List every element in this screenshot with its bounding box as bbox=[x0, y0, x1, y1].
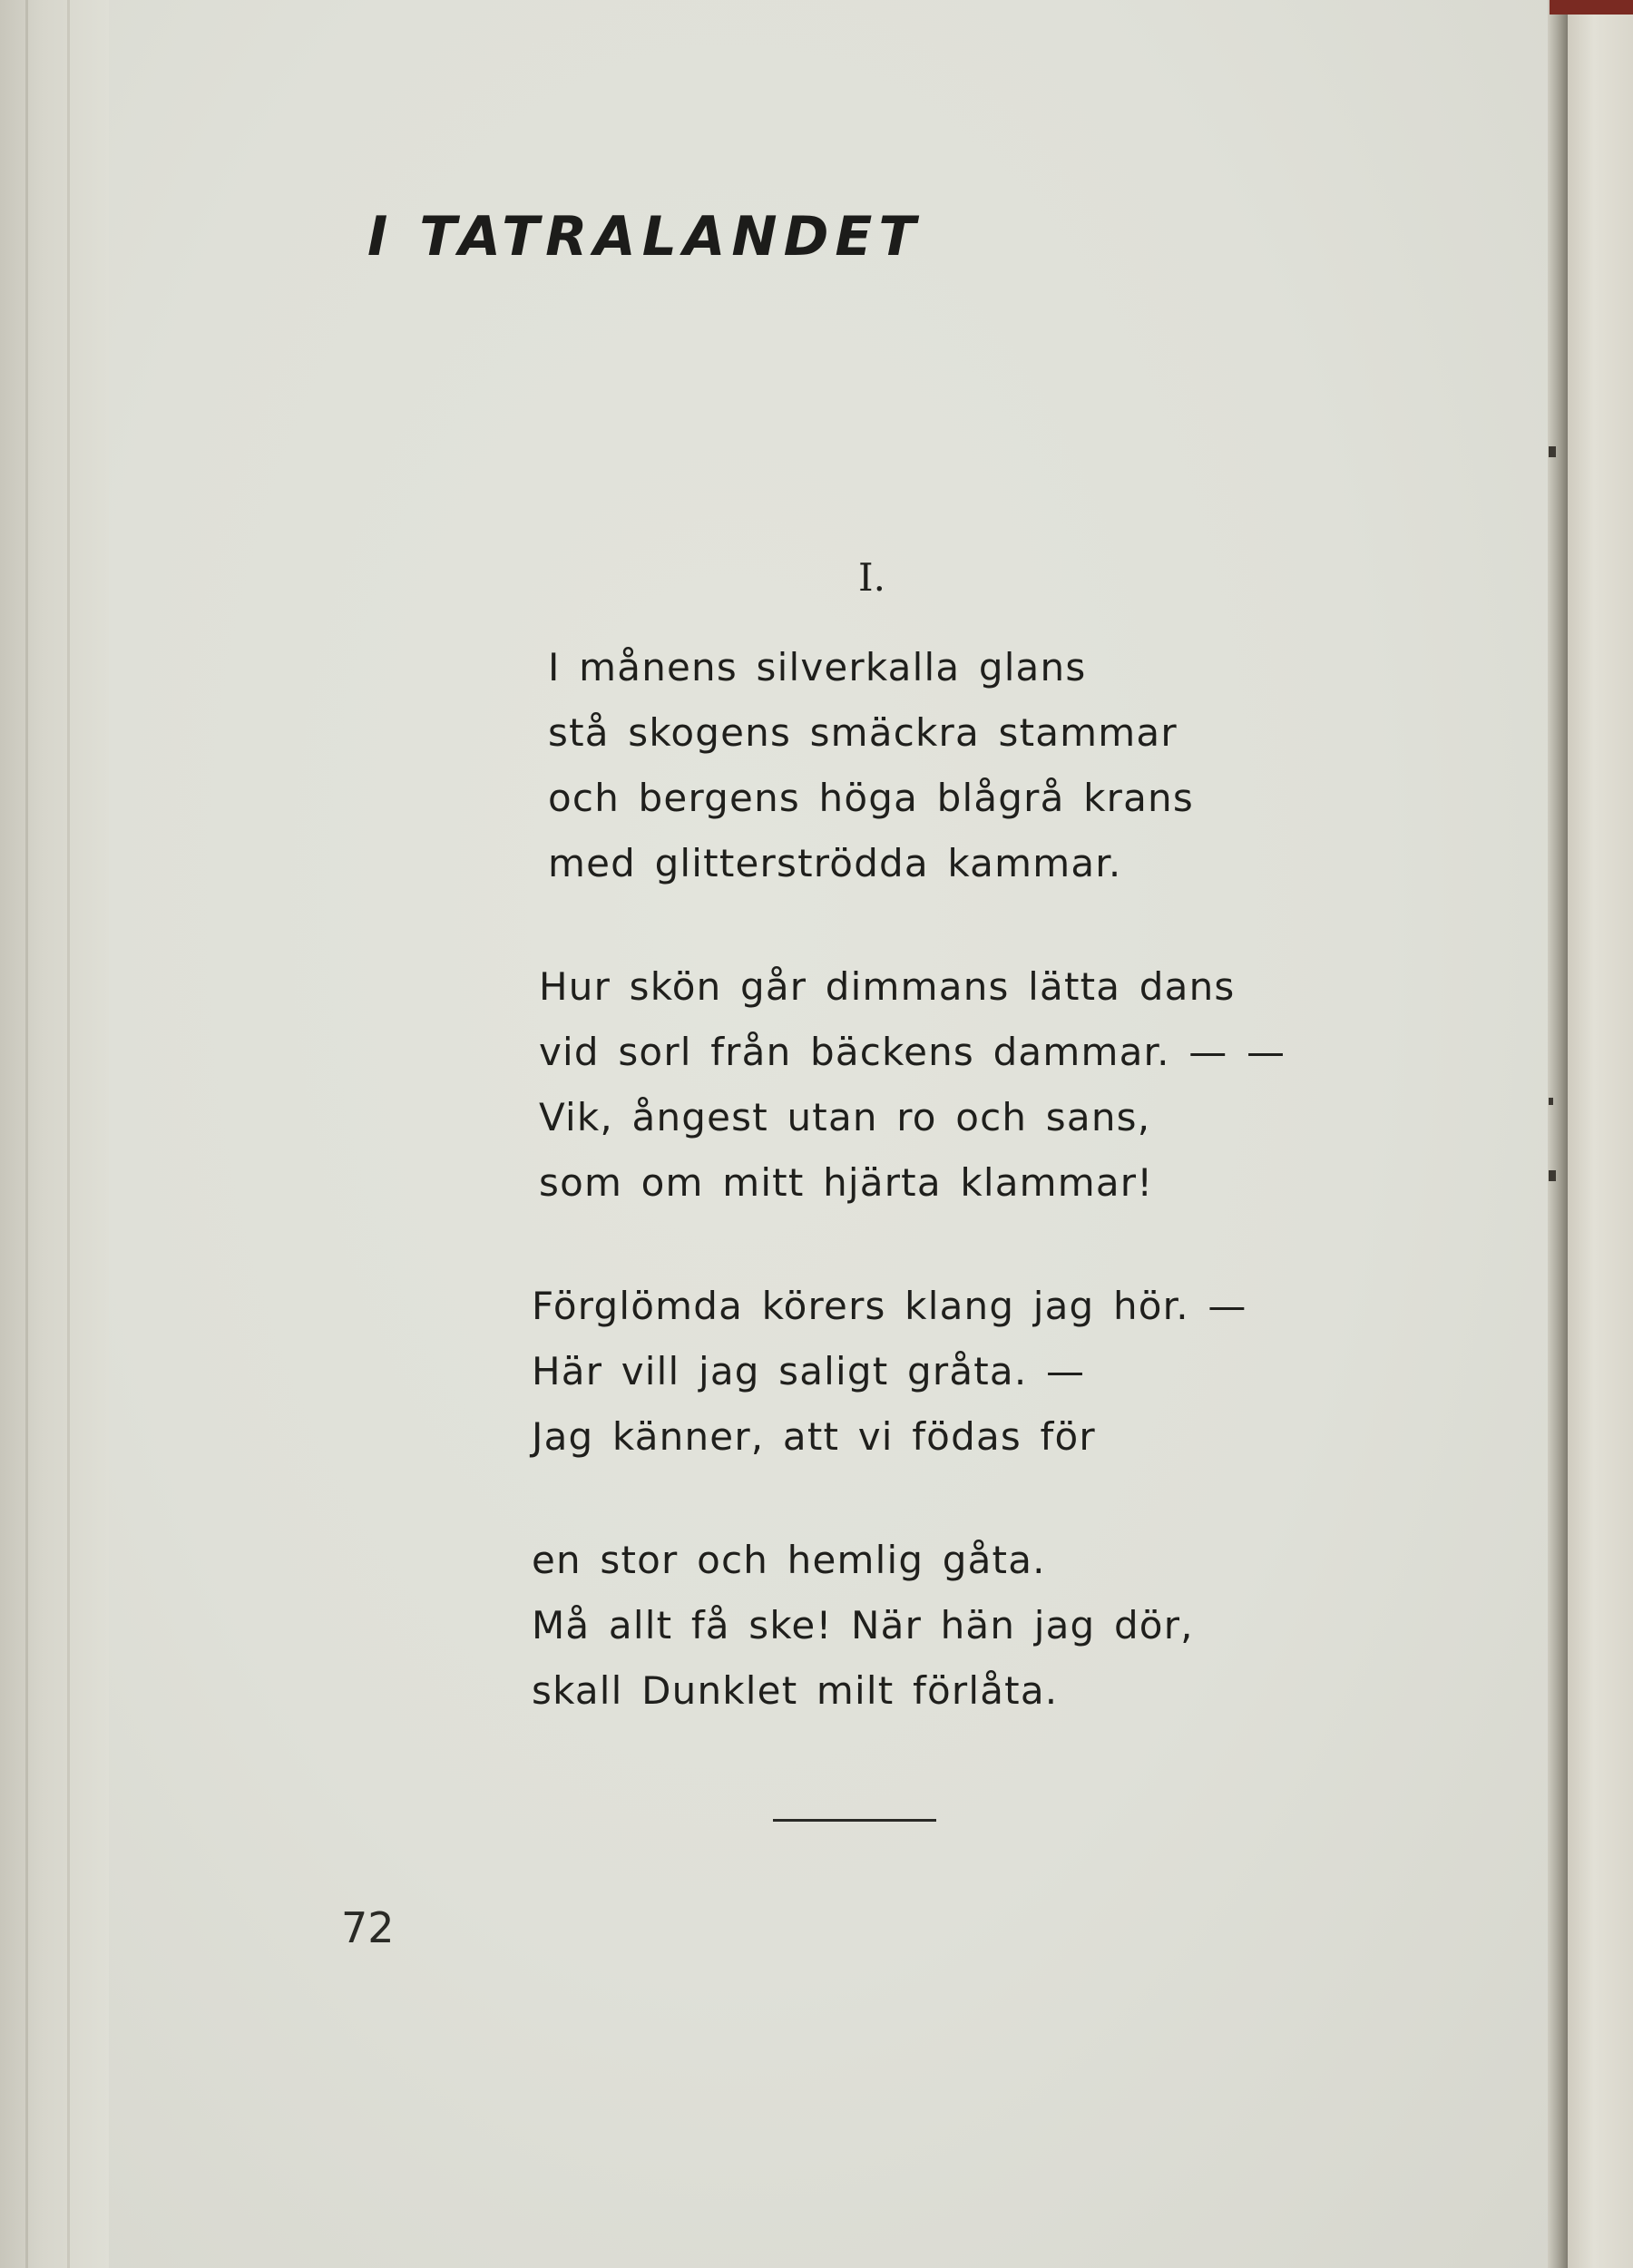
gutter-fold-line bbox=[67, 0, 70, 2268]
poem-line: Förglömda körers klang jag hör. — bbox=[532, 1284, 1247, 1328]
page-edge-mark bbox=[1549, 446, 1556, 457]
section-number: I. bbox=[858, 555, 885, 600]
poem-line: som om mitt hjärta klammar! bbox=[539, 1160, 1154, 1205]
poem-line: Vik, ångest utan ro och sans, bbox=[539, 1095, 1151, 1139]
poem-line: och bergens höga blågrå krans bbox=[548, 776, 1194, 820]
cover-corner bbox=[1550, 0, 1633, 15]
poem-line: Må allt få ske! När hän jag dör, bbox=[532, 1603, 1194, 1647]
poem-line: Hur skön går dimmans lätta dans bbox=[539, 964, 1236, 1009]
stanza bbox=[532, 1528, 1401, 1724]
poem-line: Här vill jag saligt gråta. — bbox=[532, 1349, 1086, 1393]
page-number: 72 bbox=[341, 1903, 395, 1952]
gutter-fold-line bbox=[25, 0, 28, 2268]
binding-gutter bbox=[0, 0, 109, 2268]
poem-body bbox=[530, 635, 1401, 1724]
closing-rule bbox=[773, 1819, 936, 1822]
chapter-title: I TATRALANDET bbox=[367, 205, 923, 269]
page-edge-mark bbox=[1549, 1170, 1556, 1181]
stanza bbox=[539, 954, 1401, 1216]
poem-line: skall Dunklet milt förlåta. bbox=[532, 1668, 1059, 1713]
poem-line: I månens silverkalla glans bbox=[548, 645, 1087, 689]
page-right-edge bbox=[1548, 0, 1568, 2268]
poem-line: med glitterströdda kammar. bbox=[548, 841, 1122, 885]
poem-line: stå skogens smäckra stammar bbox=[548, 710, 1178, 755]
stanza bbox=[532, 1274, 1401, 1470]
poem-line: en stor och hemlig gåta. bbox=[532, 1538, 1046, 1582]
poem-line: Jag känner, att vi födas för bbox=[532, 1414, 1096, 1459]
page-edge-mark bbox=[1549, 1098, 1553, 1105]
stanza bbox=[548, 635, 1401, 896]
adjacent-page-edge bbox=[1568, 0, 1633, 2268]
poem-line: vid sorl från bäckens dammar. — — bbox=[539, 1030, 1286, 1074]
